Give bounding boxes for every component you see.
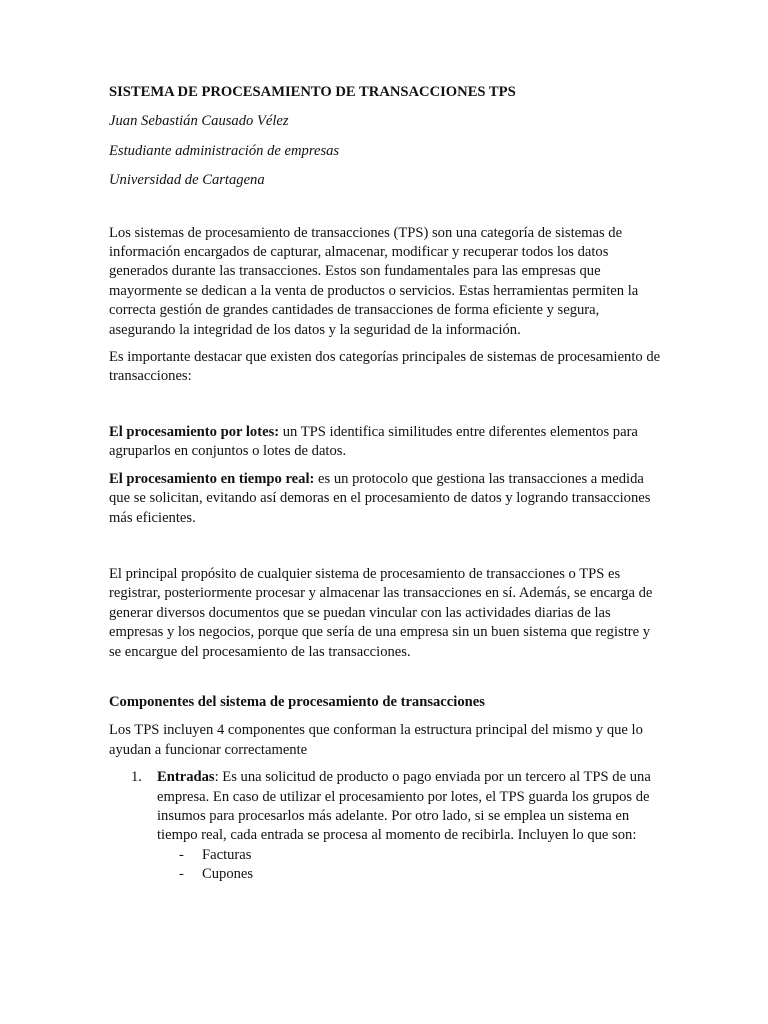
components-intro-paragraph: Los TPS incluyen 4 componentes que conforman la estructura principal del mismo y que lo ayudan a funcionar correctamente <box>109 722 643 758</box>
realtime-processing-term: El procesamiento en tiempo real: <box>109 470 315 487</box>
list-item-term: Entradas <box>157 769 215 786</box>
sub-list-dash: - <box>179 866 184 883</box>
sub-list-item <box>157 865 662 884</box>
categories-intro-paragraph: Es importante destacar que existen dos categorías principales de sistemas de procesamiento de transacciones: <box>109 349 661 385</box>
author-role: Estudiante administración de empresas <box>109 142 340 159</box>
components-heading: Componentes del sistema de procesamiento de transacciones <box>109 693 485 710</box>
institution: Universidad de Cartagena <box>109 172 265 189</box>
batch-processing-term: El procesamiento por lotes: <box>109 423 280 440</box>
purpose-paragraph: El principal propósito de cualquier sistema de procesamiento de transacciones o TPS es registrar, posteriormente procesar y almacenar las transacciones en sí. Además, se encarga de generar diversos documentos que se puedan vincular con las actividades diarias de las empresas y los negocios, porque que sería de una empresa sin un buen sistema que registre y se encargue del procesamiento de las transacciones. <box>109 565 653 660</box>
batch-processing-paragraph <box>109 423 662 462</box>
sub-list-dash: - <box>179 846 184 863</box>
sub-list-label: Cupones <box>202 866 254 883</box>
list-item-number: 1. <box>131 769 142 786</box>
intro-paragraph: Los sistemas de procesamiento de transacciones (TPS) son una categoría de sistemas de información encargados de capturar, almacenar, modificar y recuperar todos los datos generados durante las transacciones. Estos son fundamentales para las empresas que mayormente se dedican a la venta de productos o servicios. Estas herramientas permiten la correcta gestión de grandes cantidades de transacciones de forma eficiente y segura, asegurando la integridad de los datos y la seguridad de la información. <box>109 224 639 338</box>
realtime-processing-paragraph <box>109 470 662 528</box>
list-item <box>109 768 662 884</box>
author-name: Juan Sebastián Causado Vélez <box>109 113 289 130</box>
components-list <box>109 768 662 884</box>
list-item-text: : Es una solicitud de producto o pago enviada por un tercero al TPS de una empresa. En caso de utilizar el procesamiento por lotes, el TPS guarda los grupos de insumos para procesarlos más adelante. Por otro lado, si se emplea un sistema en tiempo real, cada entrada se procesa al momento de recibirla. Incluyen lo que son: <box>157 769 651 844</box>
batch-processing-text: un TPS identifica similitudes entre diferentes elementos para agruparlos en conjuntos o lotes de datos. <box>109 423 638 460</box>
realtime-processing-text: es un protocolo que gestiona las transacciones a medida que se solicitan, evitando así demoras en el procesamiento de datos y logrando transacciones más eficientes. <box>109 470 651 526</box>
sub-list-label: Facturas <box>202 846 252 863</box>
list-item-body <box>157 768 662 884</box>
sub-list-item <box>157 846 662 865</box>
document-title: SISTEMA DE PROCESAMIENTO DE TRANSACCIONES TPS <box>109 84 516 100</box>
